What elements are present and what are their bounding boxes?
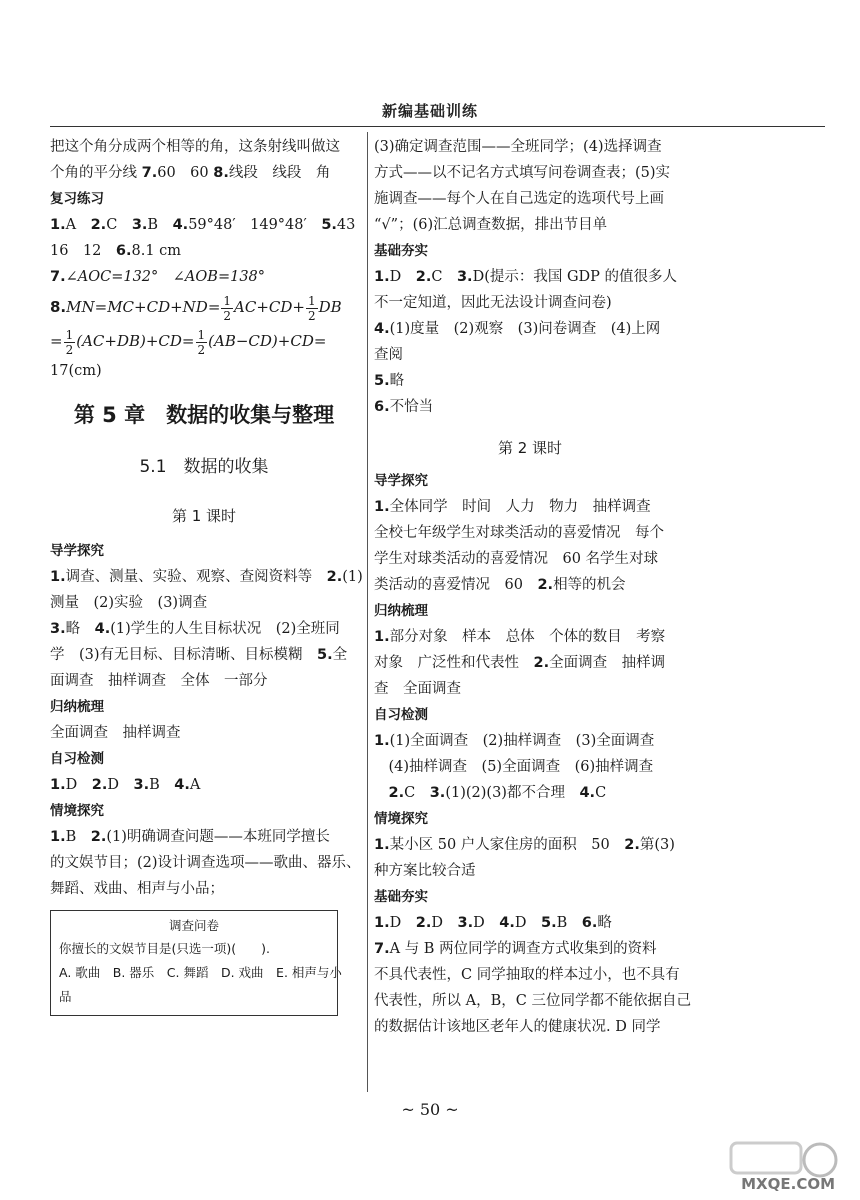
- right-top-line: 施调查——每个人在自己选定的选项代号上画: [374, 191, 664, 207]
- survey-question: 你擅长的文娱节目是(只选一项)( ).: [59, 941, 270, 956]
- jichu1-answers: 1.D 2.C 3.D(提示：我国 GDP 的值很多人: [374, 269, 678, 285]
- fraction-half: $\frac{1}{2}$: [197, 327, 206, 357]
- review-heading: 复习练习: [50, 191, 104, 207]
- intro-line-1: 把这个角分成两个相等的角，这条射线叫做这: [50, 139, 340, 155]
- zixi2-line: (4)抽样调查 (5)全面调查 (6)抽样调查: [374, 759, 654, 775]
- survey-questionnaire-box: [50, 910, 342, 1016]
- daoxue2-line: 类活动的喜爱情况 60 2.相等的机会: [374, 577, 626, 593]
- guina2-line: 对象 广泛性和代表性 2.全面调查 抽样调: [374, 655, 666, 671]
- lesson-title: 第 1 课时: [171, 507, 237, 525]
- daoxue-heading: 导学探究: [50, 543, 104, 559]
- fraction-half: $\frac{1}{2}$: [223, 293, 232, 323]
- daoxue-line: 面调查 抽样调查 全体 一部分: [50, 673, 268, 689]
- zixi-answers: 1.D 2.D 3.B 4.A: [50, 777, 201, 793]
- header-rule: [50, 126, 825, 127]
- jichu1-line: 6.不恰当: [374, 399, 434, 415]
- survey-title: 调查问卷: [168, 918, 219, 933]
- daoxue-line: 1.调查、测量、实验、观察、查阅资料等 2.(1): [50, 569, 363, 585]
- review-answers-2: 16 12 6.8.1 cm: [50, 243, 182, 259]
- guina2-heading: 归纳梳理: [374, 603, 428, 619]
- jichu1-line: 不一定知道，因此无法设计调查问卷): [374, 295, 612, 311]
- formula-result: 17(cm): [50, 363, 102, 379]
- intro-line-2: 个角的平分线 7.60 60 8.线段 线段 角: [50, 165, 331, 181]
- jichu1-line: 5.略: [374, 373, 405, 389]
- daoxue2-line: 1.全体同学 时间 人力 物力 抽样调查: [374, 499, 651, 515]
- zixi2-line: 2.C 3.(1)(2)(3)都不合理 4.C: [388, 785, 607, 801]
- fraction-half: $\frac{1}{2}$: [65, 327, 74, 357]
- jichu2-line: 不具代表性，C 同学抽取的样本过小，也不具有: [374, 967, 680, 983]
- right-top-line: 方式——以不记名方式填写问卷调查表；(5)实: [374, 165, 671, 181]
- zixi-heading: 自习检测: [50, 751, 104, 767]
- right-top-line: “√”；(6)汇总调查数据，排出节目单: [374, 217, 608, 233]
- daoxue2-line: 学生对球类活动的喜爱情况 60 名学生对球: [374, 551, 659, 567]
- guina2-line: 查 全面调查: [374, 681, 461, 697]
- qingjing2-line: 1.某小区 50 户人家住房的面积 50 2.第(3): [374, 837, 675, 853]
- jichu2-heading: 基础夯实: [374, 889, 428, 905]
- qingjing-line: 的文娱节目；(2)设计调查选项——歌曲、器乐、: [50, 855, 361, 871]
- formula-line-1: 8.MN=MC+CD+ND= $\frac{1}{2}$ AC+CD+ $\frac{1}{2}$ DB: [50, 293, 342, 323]
- guina-line: 全面调查 抽样调查: [50, 725, 181, 741]
- jichu1-line: 4.(1)度量 (2)观察 (3)问卷调查 (4)上网: [374, 321, 661, 337]
- daoxue-line: 3.略 4.(1)学生的人生目标状况 (2)全班同: [50, 621, 340, 637]
- qingjing-line: 1.B 2.(1)明确调查问题——本班同学擅长: [50, 829, 330, 845]
- jichu2-line: 代表性，所以 A，B，C 三位同学都不能依据自己: [374, 993, 691, 1009]
- section-title: 5.1 数据的收集: [139, 457, 269, 477]
- jichu2-answers: 1.D 2.D 3.D 4.D 5.B 6.略: [374, 915, 612, 931]
- qingjing2-heading: 情境探究: [374, 811, 428, 827]
- zixi2-heading: 自习检测: [374, 707, 428, 723]
- daoxue2-line: 全校七年级学生对球类活动的喜爱情况 每个: [374, 525, 664, 541]
- qingjing-heading: 情境探究: [50, 803, 104, 819]
- running-header: 新编基础训练: [381, 102, 478, 120]
- survey-options-tail: 品: [59, 989, 72, 1004]
- guina-heading: 归纳梳理: [50, 699, 104, 715]
- right-column: [374, 134, 691, 1040]
- survey-options: A. 歌曲 B. 器乐 C. 舞蹈 D. 戏曲 E. 相声与小: [59, 965, 342, 980]
- column-divider: [367, 132, 368, 1092]
- qingjing2-line: 种方案比较合适: [374, 863, 476, 879]
- page-number: ~ 50 ~: [401, 1100, 459, 1119]
- qingjing-line: 舞蹈、戏曲、相声与小品；: [50, 881, 224, 897]
- fraction-half: $\frac{1}{2}$: [307, 293, 316, 323]
- left-column: [50, 134, 363, 1016]
- chapter-title: 第 5 章 数据的收集与整理: [73, 403, 335, 427]
- zixi2-line: 1.(1)全面调查 (2)抽样调查 (3)全面调查: [374, 733, 655, 749]
- daoxue2-heading: 导学探究: [374, 473, 428, 489]
- guina2-line: 1.部分对象 样本 总体 个体的数目 考察: [374, 629, 666, 645]
- review-answers-1: 1.A 2.C 3.B 4.59°48′ 149°48′ 5.43: [50, 217, 356, 233]
- jichu2-line: 的数据估计该地区老年人的健康状况. D 同学: [374, 1019, 661, 1035]
- watermark-text: MXQE.COM: [741, 1175, 835, 1193]
- daoxue-line: 测量 (2)实验 (3)调查: [50, 595, 208, 611]
- daoxue-line: 学 (3)有无目标、目标清晰、目标模糊 5.全: [50, 647, 348, 663]
- jichu2-line: 7.A 与 B 两位同学的调查方式收集到的资料: [374, 941, 657, 957]
- jichu1-heading: 基础夯实: [374, 243, 428, 259]
- review-answer-7: 7.∠AOC=132° ∠AOB=138°: [50, 269, 266, 285]
- formula-line-2: = $\frac{1}{2}$ (AC+DB)+CD= $\frac{1}{2}$ (AB−CD)+CD=: [50, 327, 327, 357]
- jichu1-line: 查阅: [374, 347, 403, 363]
- lesson-2-title: 第 2 课时: [497, 439, 563, 457]
- right-top-line: (3)确定调查范围——全班同学；(4)选择调查: [374, 139, 662, 155]
